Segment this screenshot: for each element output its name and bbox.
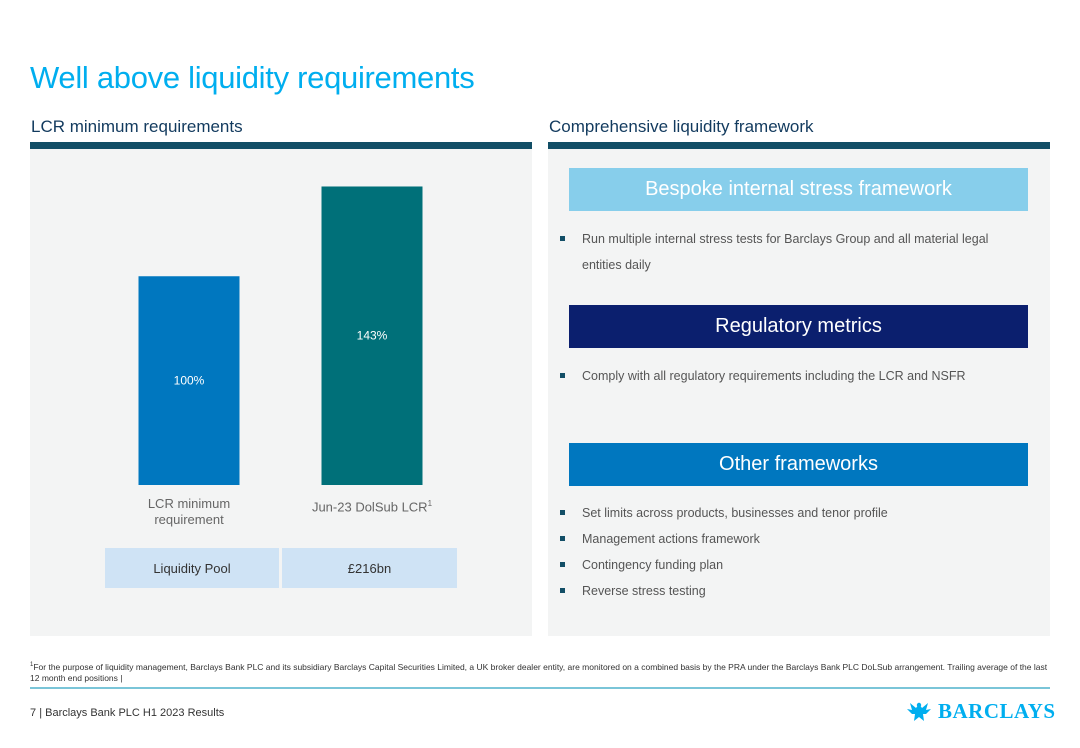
bullet-icon — [560, 236, 565, 241]
bullet-icon — [560, 536, 565, 541]
bullet-icon — [560, 588, 565, 593]
x-label-lcr-minimum: LCR minimum requirement — [147, 496, 231, 527]
header-bespoke-stress: Bespoke internal stress framework — [569, 168, 1028, 211]
liquidity-pool-label-cell: Liquidity Pool — [105, 548, 279, 588]
right-section-title: Comprehensive liquidity framework — [549, 117, 814, 136]
bullet-item: Comply with all regulatory requirements including the LCR and NSFR — [560, 363, 1010, 389]
footnote: $^1$For the purpose of liquidity management, Barclays Bank PLC and its subsidiary Barclays Capital Securities Limited, a UK broker dealer entity, are monitored on a combined basis by the PRA under the Barclays Bank PLC DoLSub arrangement. Trailing average of the last 12 month end positions | — [30, 661, 1048, 683]
bullet-item: Set limits across products, businesses and tenor profile — [560, 500, 1010, 526]
page-footer: 7 | Barclays Bank PLC H1 2023 Results — [30, 707, 225, 719]
page-title: Well above liquidity requirements — [30, 60, 475, 95]
bullet-item: Contingency funding plan — [560, 552, 1010, 578]
liquidity-pool-value-cell: £216bn — [282, 548, 457, 588]
barclays-logo — [906, 699, 1056, 724]
logo-wordmark: BARCLAYS — [938, 699, 1056, 723]
bar-value-label-1: 143% — [356, 328, 388, 343]
header-other-frameworks: Other frameworks — [569, 443, 1028, 486]
right-section-divider — [548, 142, 1050, 149]
lcr-bar-chart — [30, 149, 532, 509]
bullet-item: Management actions framework — [560, 526, 1010, 552]
x-label-jun23-dolsub: Jun-23 DolSub LCR$^1$ — [311, 499, 433, 515]
left-section-title: LCR minimum requirements — [31, 117, 243, 136]
bullet-icon — [560, 510, 565, 515]
footer-divider — [30, 687, 1050, 689]
header-regulatory-metrics: Regulatory metrics — [569, 305, 1028, 348]
bullet-icon — [560, 562, 565, 567]
bullet-icon — [560, 373, 565, 378]
page-number: 7 — [30, 707, 37, 719]
bullet-item: Reverse stress testing — [560, 578, 1010, 604]
bullet-item: Run multiple internal stress tests for Barclays Group and all material legal entities daily — [560, 226, 1010, 278]
bar-value-label-0: 100% — [173, 373, 205, 388]
left-section-divider — [30, 142, 532, 149]
eagle-icon — [906, 701, 932, 723]
document-title: Barclays Bank PLC H1 2023 Results — [45, 707, 225, 719]
